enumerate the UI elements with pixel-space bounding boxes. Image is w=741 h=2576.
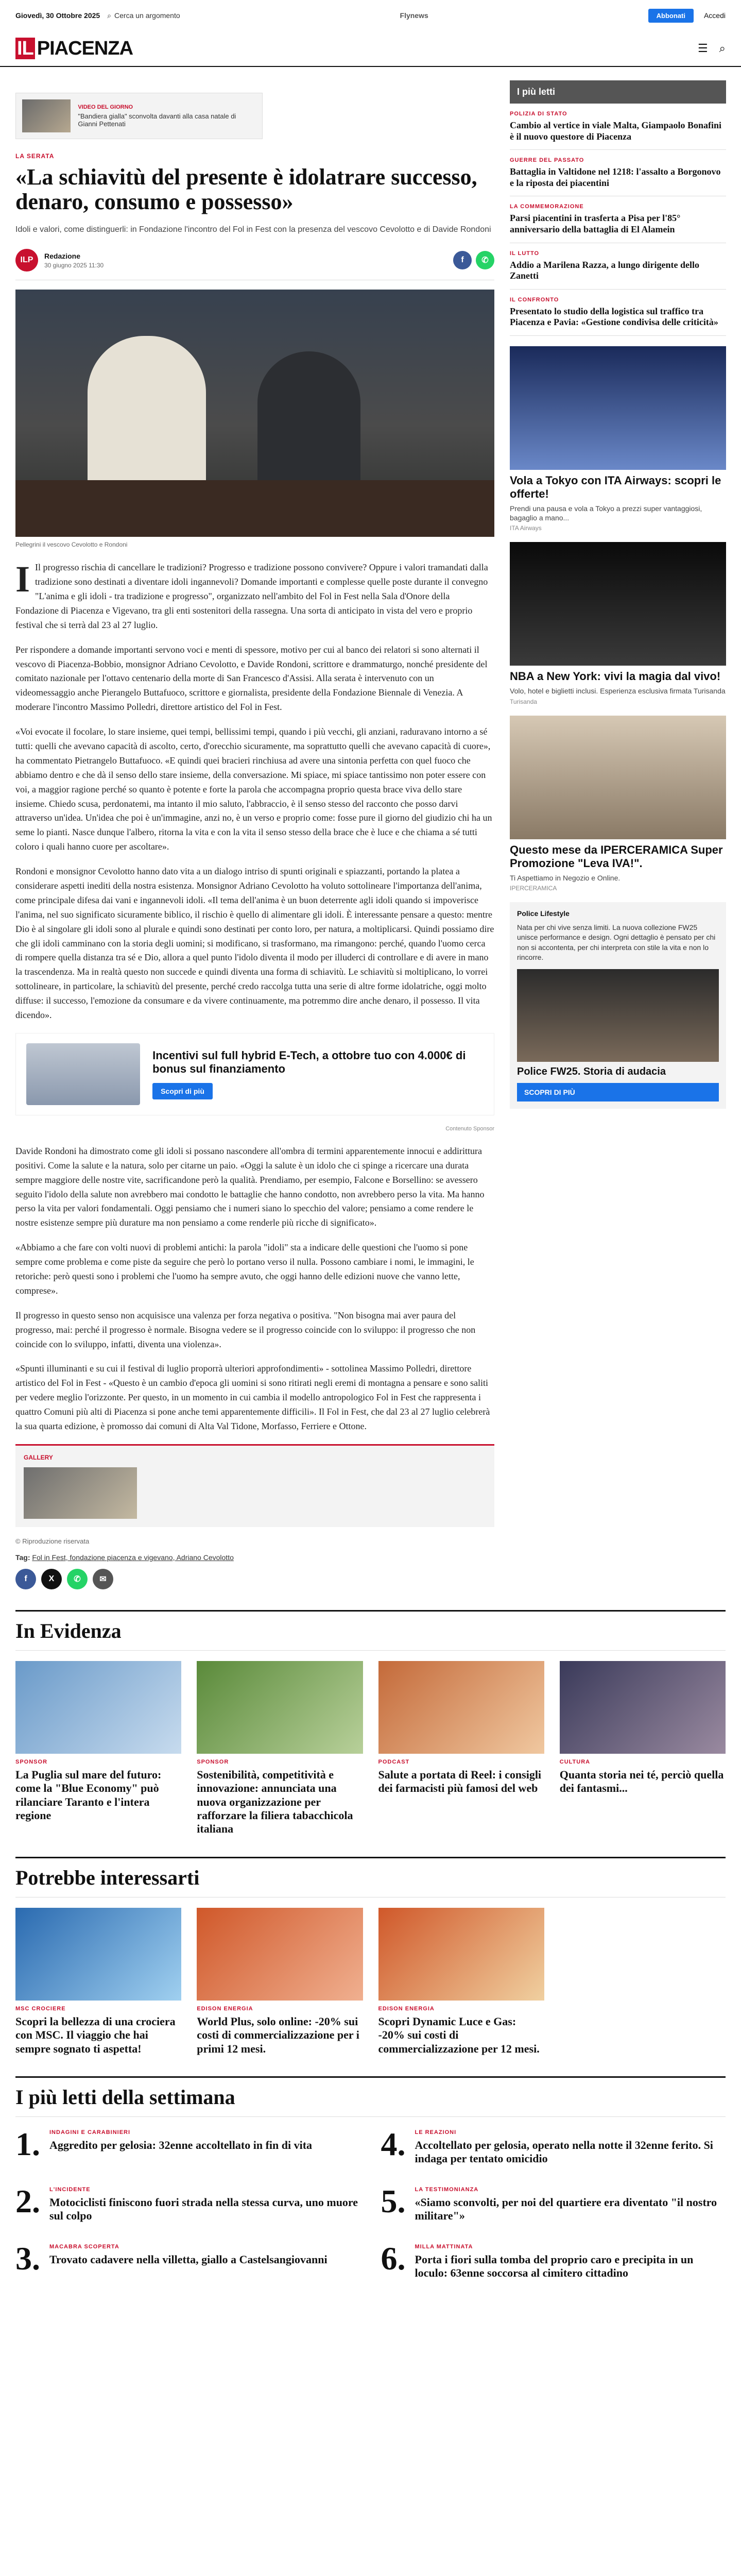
video-of-day[interactable] — [15, 93, 263, 139]
paragraph: Davide Rondoni ha dimostrato come gli idoli si possano nascondere all'ombra di termini apparentemente innocui e addirittura positivi. Come la salute e la natura, solo per citarne un paio. «Oggi la salute è un idolo che ci spinge a ricercare una durata sempre maggiore delle nostre vite, sacrificandone però la qualità. Prendiamo, per esempio, Falcone e Borsellino: se avessero seguito l'idolo della salute non avrebbero mai condotto le battaglie che hanno condotto, non avrebbero perso la vita. Ma hanno perso la vita per valori fondamentali. Oggi pensiamo che i numeri siano lo specchio del valore; pensiamo a come rendere le nostre esistenze sempre più durature ma non pensiamo a come renderle più ricche di significato». — [15, 1145, 485, 1228]
ranked-item[interactable]: 3. MACABRA SCOPERTA Trovato cadavere nella villetta, giallo a Castelsangiovanni — [15, 2240, 328, 2277]
sidebar-item[interactable]: POLIZIA DI STATO Cambio al vertice in viale Malta, Giampaolo Bonafini è il nuovo questore di Piacenza — [510, 104, 726, 150]
sponsored-card[interactable]: EDISON ENERGIA World Plus, solo online: -20% sui costi di commercializzazione per i primi 12 mesi. — [197, 1908, 363, 2056]
paragraph: «Voi evocate il focolare, lo stare insieme, quei tempi, bellissimi tempi, quando i più vecchi, gli anziani, raduravano intorno a sé tutti: quelli che avevano capacità di ascolto, certo, d'orecchio sicuramente, ma soprattutto quelli che avevano capacità di cuore», ha commentato Pietrangelo Buttafuoco. «E quindi quei bracieri rinchiusa ad avere una sintonia perfetta con quel fuoco che abbiamo dentro e che dà il senso dello stare insieme, della conversazione. Mi spiace, mi spiace tantissimo non poter essere con voi, a maggior ragione perché so quanto è potente e forte la parola che accompagna proprio questa brace viva dello stare insieme. Chiedo scusa, perdonatemi, ma intanto il mio saluto, l'abbraccio, è il senso stesso del racconto che posso darvi attraverso un'idea. Un'idea che poi è un'immagine, anzi no, è un verso e proprio come: fosse pure il giorno del giudizio chi ha un seme lo pianti. Nasce dunque l'albero, ritorna la vita e con la vita il senso stesso della brace che è luce e che chiama a sé tutti coloro i quali hanno cuore per ascoltare». — [15, 726, 492, 852]
author-name[interactable]: Redazione — [44, 251, 81, 260]
x-icon[interactable]: X — [41, 1569, 62, 1589]
video-title: "Bandiera gialla" sconvolta davanti alla casa natale di Gianni Pettenati — [78, 112, 236, 128]
site-header — [0, 31, 741, 67]
in-evidenza-title: In Evidenza — [15, 1610, 726, 1651]
news-card[interactable]: CULTURA Quanta storia nei té, perciò quella dei fantasmi... — [560, 1661, 726, 1836]
sidebar-item[interactable]: LA COMMEMORAZIONE Parsi piacentini in trasferta a Pisa per l'85° anniversario della battaglia di El Alamein — [510, 196, 726, 243]
gallery-thumbnail[interactable] — [24, 1467, 137, 1519]
article-headline: «La schiavitù del presente è idolatrare successo, denaro, consumo e possesso» — [15, 164, 477, 215]
sidebar-ad[interactable]: Vola a Tokyo con ITA Airways: scopri le offerte! Prendi una pausa e vola a Tokyo a prezzi super vantaggiosi, bagaglio a mano... ITA Airways — [510, 346, 726, 532]
sponsored-box[interactable]: Police Lifestyle Nata per chi vive senza limiti. La nuova collezione FW25 unisce performance e design. Ogni dettaglio è pensato per chi non si accontenta, per chi interpreta con stile la vita e non lo rincorre. Police FW25. Storia di audacia SCOPRI DI PIÙ — [510, 902, 726, 1109]
email-icon[interactable]: ✉ — [93, 1569, 113, 1589]
sidebar-ad[interactable]: Questo mese da IPERCERAMICA Super Promozione "Leva IVA!". Ti Aspettiamo in Negozio e Online. IPERCERAMICA — [510, 716, 726, 892]
sponsor-logo[interactable]: Flynews — [400, 11, 428, 20]
ranked-item[interactable]: 5. LA TESTIMONIANZA «Siamo sconvolti, per noi del quartiere era diventato "il nostro militare"» — [381, 2182, 717, 2223]
whatsapp-icon[interactable]: ✆ — [67, 1569, 88, 1589]
news-card[interactable]: SPONSOR Sostenibilità, competitività e innovazione: annunciata una nuova organizzazione per rafforzare la filiera tabacchicola italiana — [197, 1661, 363, 1836]
sidebar-item[interactable]: IL LUTTO Addio a Marilena Razza, a lungo dirigente dello Zanetti — [510, 243, 726, 290]
current-date: Giovedì, 30 Ottobre 2025 — [15, 11, 100, 20]
copyright-note: © Riproduzione riservata — [15, 1537, 90, 1545]
video-label: VIDEO DEL GIORNO — [78, 104, 133, 110]
login-link[interactable]: Accedi — [703, 11, 726, 20]
menu-icon[interactable]: ☰ — [697, 42, 708, 55]
share-bar — [15, 1569, 494, 1589]
ad-image — [510, 716, 726, 839]
settimana-title: I più letti della settimana — [15, 2076, 726, 2117]
sidebar-item[interactable]: IL CONFRONTO Presentato lo studio della logistica sul traffico tra Piacenza e Pavia: «Gestione condivisa delle criticità» — [510, 290, 726, 336]
paragraph: I Il progresso rischia di cancellare le tradizioni? Progresso e tradizione possono convivere? Oppure i valori tramandati dalla tradizione sono destinati a diventare idoli ingannevoli? Domande importanti e complesse quelle poste durante il convegno "L'anima e gli idoli - tra tradizione e progresso", organizzato nell'ambito del Fol in Fest nella Sala d'Onore della Fondazione di Piacenza e Vigevano, tra gli enti sostenitori della rassegna. Una sorta di anticipato in vista del vero e proprio festival che si terrà dal 23 al 27 luglio. — [15, 558, 488, 630]
video-thumbnail — [22, 99, 71, 132]
sponsored-cta-button[interactable]: SCOPRI DI PIÙ — [517, 1083, 719, 1101]
tag-links[interactable]: Fol in Fest, fondazione piacenza e vigevano, Adriano Cevolotto — [32, 1553, 234, 1562]
ranked-item[interactable]: 2. L'INCIDENTE Motociclisti finiscono fuori strada nella stessa curva, uno muore sul colpo — [15, 2182, 358, 2223]
empty-card-slot — [560, 1908, 726, 2056]
news-card[interactable]: PODCAST Salute a portata di Reel: i consigli dei farmacisti più famosi del web — [378, 1661, 544, 1836]
article-column — [15, 67, 494, 1589]
author-row — [15, 249, 494, 280]
sidebar-ad[interactable]: NBA a New York: vivi la magia dal vivo! Volo, hotel e biglietti inclusi. Esperienza esclusiva firmata Turisanda Turisanda — [510, 542, 726, 705]
inline-ad[interactable] — [15, 1033, 494, 1115]
topbar — [0, 0, 741, 31]
paragraph: «Abbiamo a che fare con volti nuovi di problemi antichi: la parola "idoli" sta a indicare delle questioni che l'uomo si pone sempre come problema e come piste da seguire che però lo portano verso il nulla. Possono cambiare i nomi, le immagini, le retoriche: però questi sono i problemi che l'uomo ha sempre avuto, che oggi hanno delle edizioni nuove che vanno lette, comprese». — [15, 1242, 474, 1296]
ad-label: Contenuto Sponsor — [445, 1125, 494, 1132]
search-icon: ⌕ — [107, 11, 112, 20]
whatsapp-share-icon[interactable]: ✆ — [476, 251, 494, 269]
subscribe-button[interactable]: Abbonati — [648, 9, 694, 23]
potrebbe-grid — [15, 1908, 726, 2056]
sponsored-card[interactable]: EDISON ENERGIA Scopri Dynamic Luce e Gas: -20% sui costi di commercializzazione per 12 mesi. — [378, 1908, 544, 2056]
author-avatar: ILP — [15, 249, 38, 272]
article-hero-image — [15, 290, 494, 537]
sidebar — [510, 67, 726, 1589]
ad-image — [26, 1043, 140, 1105]
facebook-share-icon[interactable]: f — [453, 251, 472, 269]
sponsored-card[interactable]: MSC CROCIERE Scopri la bellezza di una crociera con MSC. Il viaggio che hai sempre sognato ti aspetta! — [15, 1908, 181, 2056]
ranked-item[interactable]: 6. MILLA MATTINATA Porta i fiori sulla tomba del proprio caro e precipita in un loculo: 63enne soccorsa al cimitero cittadino — [381, 2240, 694, 2279]
news-card[interactable]: SPONSOR La Puglia sul mare del futuro: come la "Blue Economy" può rilanciare Taranto e l'intera regione — [15, 1661, 181, 1836]
article-subhead: Idoli e valori, come distinguerli: in Fondazione l'incontro del Fol in Fest con la presenza del vescovo Cevolotto e di Davide Rondoni — [15, 225, 491, 234]
ad-title: Incentivi sul full hybrid E-Tech, a ottobre tuo con 4.000€ di bonus sul finanziamento — [152, 1048, 466, 1075]
article-body — [15, 558, 494, 1023]
ad-image — [510, 542, 726, 666]
facebook-icon[interactable]: f — [15, 1569, 36, 1589]
paragraph: «Spunti illuminanti e su cui il festival di luglio proporrà ulteriori approfondimenti» - sottolinea Massimo Polledri, direttore artistico del Fol in Fest - «Questo è un cambio d'epoca gli uomini si sono ritirati negli eremi di montagna a pensare e sono saliti per vedere meglio l'orizzonte. Per questo, in un momento in cui cambia il modello antropologico Fol in Fest che rappresenta i quattro Comuni più alti di Piacenza si pone anche temi apparentemente difficili». Il Fol in Fest, che dal 23 al 27 luglio celebrerà la sua quarta edizione, è promosso dai comuni di Alta Val Tidone, Morfasso, Ferriere e Ottone. — [15, 1363, 490, 1432]
publish-time: 30 giugno 2025 11:30 — [44, 261, 104, 269]
paragraph: Per rispondere a domande importanti servono voci e menti di spessore, motivo per cui al banco dei relatori si sono alternati il vescovo di Piacenza-Bobbio, monsignor Adriano Cevolotto, e Davide Rondoni, scrittore e drammaturgo, nonché presidente del comitato nazionale per l'ottavo centenario della morte di San Francesco d'Assisi. Alla serata è intervenuto con un videomessaggio anche Pierangelo Buttafuoco, scrittore e giornalista, presidente della Fondazione Biennale di Venezia. A moderare l'incontro Massimo Polledri, direttore artistico del Fol in Fest. — [15, 644, 488, 713]
settimana-grid — [15, 2126, 726, 2280]
ranked-item[interactable]: 4. LE REAZIONI Accoltellato per gelosia, operato nella notte il 32enne ferito. Si indaga per tentato omicidio — [381, 2126, 713, 2165]
ad-image — [517, 969, 719, 1062]
ad-image — [510, 346, 726, 470]
article-body-continued — [15, 1144, 494, 1434]
paragraph: Il progresso in questo senso non acquisisce una valenza per forza negativa o positiva. "Non bisogna mai aver paura del progresso, mai: perché il progresso è normale. Bisogna vedere se il progresso coincide con lo sviluppo: il progresso che non coincide con lo sviluppo, infatti, diventa una violenza». — [15, 1310, 476, 1349]
in-evidenza-grid — [15, 1661, 726, 1836]
paragraph: Rondoni e monsignor Cevolotto hanno dato vita a un dialogo intriso di spunti originali e spiazzanti, portando la platea a considerare aspetti inediti della nostra esistenza. Monsignor Adriano Cevolotto ha voluto sottolineare l'importanza dell'anima, come principale difesa dai vani e ingannevoli idoli. «Il tema dell'anima è un buon deterrente agli idoli quando si impoverisce l'anima, nel suo significato sicuramente biblico, il rischio è quello di alimentare gli idoli. È interessante pensare a questo: mentre Dio è al singolare gli idoli sono al plurale e quindi sono destinati per conto loro, per natura, a moltiplicarsi. Quindi possiamo dire che gli idoli camminano con la storia degli uomini; si modificano, si trasformano, ma rimangono: perché, quando l'uomo cerca di rompere quella distanza tra sé e Dio, allora a quel punto l'idolo diventa il modo per illuderci di controllare e di avere in mano la trascendenza. Ma in realtà questo non succede e quindi diventa una forma di schiavitù. Le schiavitù si moltiplicano, lo vorrei sottolineare, in particolare, la schiavitù del presente, perché credo raccolga tutta una serie di altre forme idolatriche, oggi molto diffuse: il successo, l'emozione da consumare e da vivere continuamente, ma potremmo dire anche denaro, il possesso. Il vita dicendo». — [15, 866, 494, 1020]
sidebar-item[interactable]: GUERRE DEL PASSATO Battaglia in Valtidone nel 1218: l'assalto a Borgonovo e la riposta dei piacentini — [510, 150, 726, 196]
ad-cta-button[interactable]: Scopri di più — [152, 1083, 213, 1099]
gallery-box[interactable] — [15, 1444, 494, 1527]
drop-cap: I — [15, 558, 30, 600]
image-caption: Pellegrini il vescovo Cevolotto e Rondoni — [15, 541, 128, 549]
ranked-item[interactable]: 1. INDAGINI E CARABINIERI Aggredito per gelosia: 32enne accoltellato in fin di vita — [15, 2126, 313, 2163]
article-kicker: LA SERATA — [15, 152, 55, 160]
site-logo[interactable]: IL PIACENZA — [15, 38, 133, 60]
search-box[interactable]: ⌕ Cerca un argomento — [107, 11, 180, 20]
search-icon[interactable]: ⌕ — [719, 42, 726, 55]
tag-list: Tag: Fol in Fest, fondazione piacenza e vigevano, Adriano Cevolotto — [15, 1553, 234, 1562]
gallery-label: GALLERY — [24, 1453, 53, 1461]
sidebar-title: I più letti — [510, 80, 726, 104]
potrebbe-title: Potrebbe interessarti — [15, 1857, 726, 1897]
